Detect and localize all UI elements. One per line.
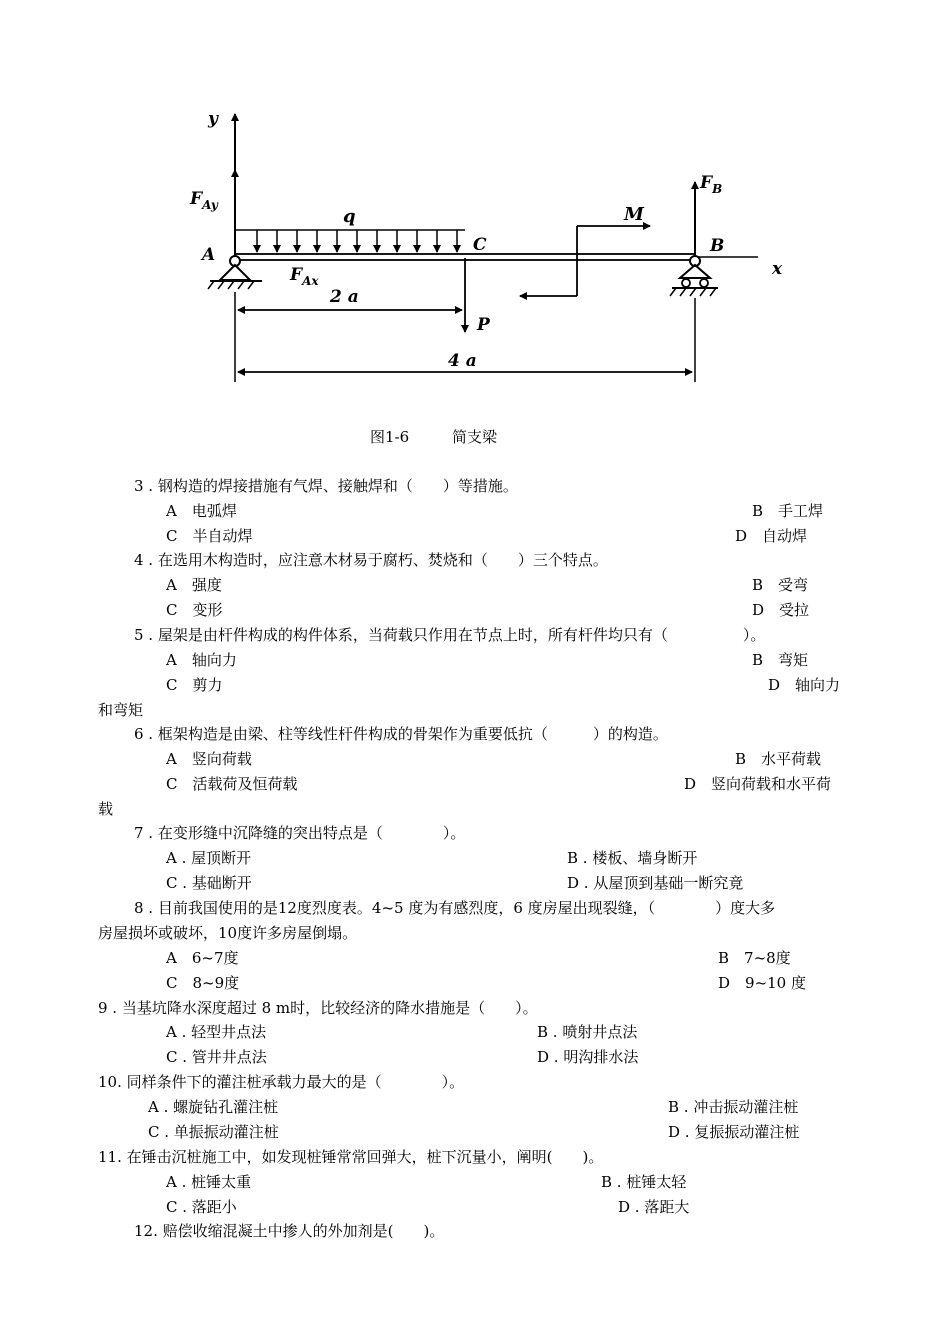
option-7b: B . 楼板、墙身断开 [567,849,698,867]
distributed-load-arrows [257,230,457,252]
moment-m-couple [520,226,650,296]
option-3d: D 自动焊 [735,527,808,545]
option-10b: B . 冲击振动灌注桩 [668,1098,799,1116]
option-8b: B 7~8度 [718,949,791,967]
figure-title: 简支梁 [451,428,497,446]
point-b-label: B [710,236,725,256]
question-5: 5 . 屋架是由杆件构成的构件体系，当荷载只作用在节点上时，所有杆件均只有（ ）。 [134,626,766,644]
question-4: 4 . 在选用木构造时，应注意木材易于腐朽、焚烧和（ ）三个特点。 [134,551,608,569]
roller-support-b [670,256,718,296]
fax-label: $F_{Ax}$ [290,265,319,288]
x-axis-label: x [772,259,783,279]
fb-label: $F_B$ [700,173,723,196]
point-c-label: C [473,235,487,255]
option-6d-continued: 载 [98,800,114,818]
option-7c: C . 基础断开 [166,874,252,892]
option-7d: D . 从屋顶到基础一断究竟 [567,874,744,892]
option-7a: A . 屋顶断开 [166,849,252,867]
pin-support-a [208,256,262,289]
option-11c: C . 落距小 [166,1198,237,1216]
moment-m-label: M [624,204,644,225]
option-3b: B 手工焊 [752,502,824,520]
option-11a: A . 桩锤太重 [166,1173,252,1191]
dimension-2a-label: 2 a [330,287,359,307]
option-8d: D 9~10 度 [718,974,806,992]
option-10c: C . 单振振动灌注桩 [148,1123,279,1141]
option-5b: B 弯矩 [752,651,809,669]
option-6c: C 活载荷及恒荷载 [166,775,298,793]
p-label: P [477,315,490,335]
option-8c: C 8~9度 [166,974,240,992]
option-5c: C 剪力 [166,676,223,694]
y-axis-label: y [208,109,218,129]
option-9c: C . 管井井点法 [166,1048,267,1066]
option-8a: A 6~7度 [166,949,239,967]
option-4b: B 受弯 [752,576,809,594]
option-4a: A 强度 [166,576,222,594]
question-9: 9 . 当基坑降水深度超过 8 m时，比较经济的降水措施是（ ）。 [98,999,538,1017]
option-9b: B . 喷射井点法 [537,1023,638,1041]
option-6a: A 竖向荷载 [166,750,252,768]
question-3: 3 . 钢构造的焊接措施有气焊、接触焊和（ ）等措施。 [134,477,518,495]
simply-supported-beam-diagram [180,100,800,400]
option-5a: A 轴向力 [166,651,237,669]
question-11: 11. 在锤击沉桩施工中，如发现桩锤常常回弹大，桩下沉量小，阐明( )。 [98,1148,604,1166]
question-7: 7 . 在变形缝中沉降缝的突出特点是（ ）。 [134,824,466,842]
option-3c: C 半自动焊 [166,527,253,545]
option-3a: A 电弧焊 [166,502,237,520]
point-a-label: A [202,245,216,265]
option-6d: D 竖向荷载和水平荷 [684,775,832,793]
question-10: 10. 同样条件下的灌注桩承载力最大的是（ ）。 [98,1073,465,1091]
q-label: q [343,206,356,227]
figure-caption [370,426,535,447]
option-10a: A . 螺旋钻孔灌注桩 [148,1098,279,1116]
option-4c: C 变形 [166,601,223,619]
option-5d: D 轴向力 [768,676,841,694]
option-5d-continued: 和弯矩 [98,701,144,719]
fay-label: $F_{Ay}$ [190,189,218,212]
figure-number: 图1-6 [370,428,410,446]
option-11b: B . 桩锤太轻 [601,1173,687,1191]
question-8-continued: 房屋损坏或破坏，10度许多房屋倒塌。 [98,924,358,942]
option-11d: D . 落距大 [618,1198,690,1216]
option-9d: D . 明沟排水法 [537,1048,639,1066]
option-10d: D . 复振振动灌注桩 [668,1123,800,1141]
option-6b: B 水平荷载 [735,750,822,768]
question-6: 6 . 框架构造是由梁、柱等线性杆件构成的骨架作为重要低抗（ ）的构造。 [134,725,668,743]
option-4d: D 受拉 [752,601,810,619]
dimension-4a-label: 4 a [448,351,477,371]
option-9a: A . 轻型井点法 [166,1023,267,1041]
question-12: 12. 赔偿收缩混凝土中掺人的外加剂是( )。 [134,1222,445,1240]
question-8: 8 . 目前我国使用的是12度烈度表。4~5 度为有感烈度，6 度房屋出现裂缝，（ ）度大多 [134,899,776,917]
